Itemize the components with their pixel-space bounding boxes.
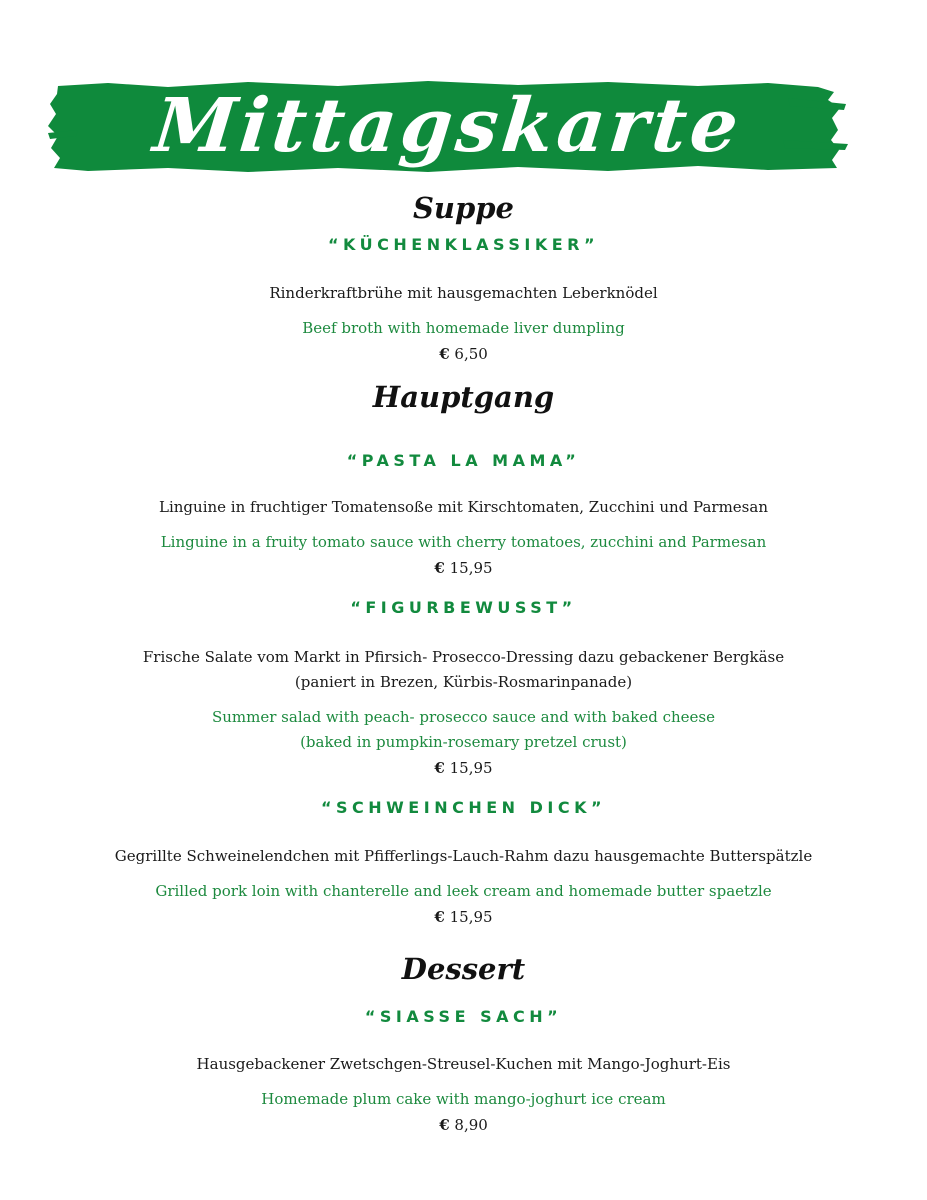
dish-price bbox=[0, 344, 927, 364]
title-banner bbox=[48, 78, 848, 174]
dish-description-en: Homemade plum cake with mango-joghurt ice cream bbox=[261, 1090, 666, 1108]
dish-description-de: Gegrillte Schweinelendchen mit Pfifferlings-Lauch-Rahm dazu hausgemachte Butterspätzle bbox=[114, 847, 813, 865]
dish-description-de: (paniert in Brezen, Kürbis-Rosmarinpanade) bbox=[294, 673, 633, 691]
price-value: 15,95 bbox=[449, 759, 493, 777]
price-value: 6,50 bbox=[454, 345, 488, 363]
dish-name: “SCHWEINCHEN DICK” bbox=[320, 798, 606, 817]
dish-description-de: Linguine in fruchtiger Tomatensoße mit Kirschtomaten, Zucchini und Parmesan bbox=[159, 498, 768, 516]
price-value: 15,95 bbox=[449, 908, 493, 926]
section-heading-suppe: Suppe bbox=[412, 191, 515, 225]
dish-description-de: Frische Salate vom Markt in Pfirsich- Prosecco-Dressing dazu gebackener Bergkäse bbox=[142, 648, 785, 666]
price-value: 8,90 bbox=[454, 1116, 488, 1134]
dish-description-en: Grilled pork loin with chanterelle and leek cream and homemade butter spaetzle bbox=[155, 882, 772, 900]
euro-symbol: € bbox=[434, 559, 445, 577]
dish-price bbox=[0, 558, 927, 578]
euro-symbol: € bbox=[439, 1116, 450, 1134]
dish-price bbox=[0, 907, 927, 927]
dish-description-de: Hausgebackener Zwetschgen-Streusel-Kuchen mit Mango-Joghurt-Eis bbox=[196, 1055, 731, 1073]
dish-name: “FIGURBEWUSST” bbox=[350, 598, 577, 617]
section-heading-hauptgang: Hauptgang bbox=[372, 380, 555, 414]
dish-description-de: Rinderkraftbrühe mit hausgemachten Leberknödel bbox=[269, 284, 658, 302]
dish-price bbox=[0, 758, 927, 778]
dish-description-en: Summer salad with peach- prosecco sauce and with baked cheese bbox=[211, 708, 716, 726]
dish-description-en: (baked in pumpkin-rosemary pretzel crust) bbox=[300, 733, 627, 751]
dish-price bbox=[0, 1115, 927, 1135]
euro-symbol: € bbox=[439, 345, 450, 363]
dish-description-en: Beef broth with homemade liver dumpling bbox=[302, 319, 625, 337]
dish-name: “KÜCHENKLASSIKER” bbox=[328, 235, 599, 254]
euro-symbol: € bbox=[434, 759, 445, 777]
dish-name: “PASTA LA MAMA” bbox=[346, 451, 581, 470]
dish-name: “SIASSE SACH” bbox=[364, 1007, 563, 1026]
page-title: Mittagskarte bbox=[149, 83, 747, 169]
dish-description-en: Linguine in a fruity tomato sauce with cherry tomatoes, zucchini and Parmesan bbox=[160, 533, 767, 551]
price-value: 15,95 bbox=[449, 559, 493, 577]
euro-symbol: € bbox=[434, 908, 445, 926]
section-heading-dessert: Dessert bbox=[401, 952, 526, 986]
